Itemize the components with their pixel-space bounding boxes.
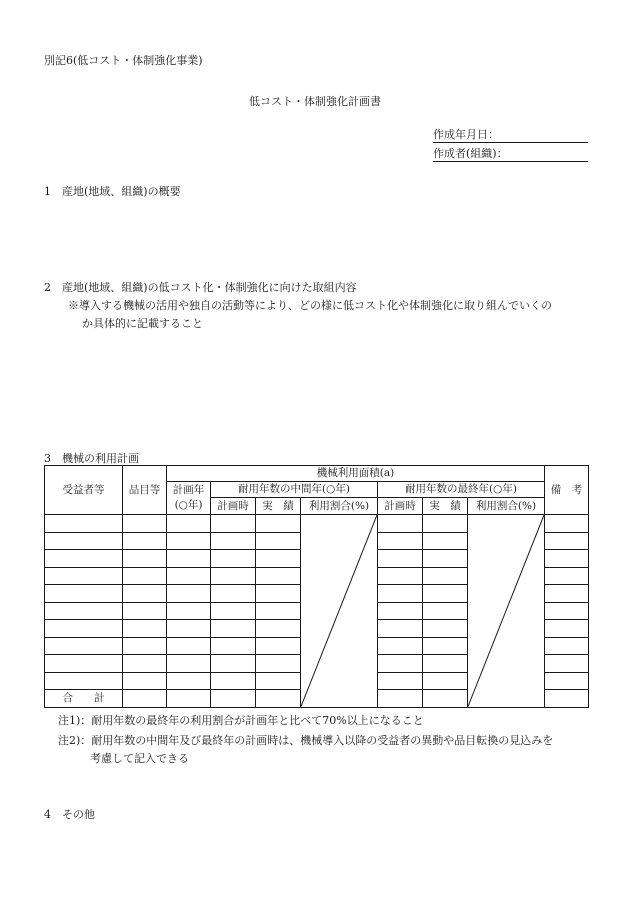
table-cell[interactable] <box>423 637 468 655</box>
header-remarks: 備 考 <box>545 466 589 515</box>
table-cell[interactable] <box>423 515 468 533</box>
section-3-heading: 3 機械の利用計画 <box>44 452 139 465</box>
table-cell[interactable] <box>423 567 468 585</box>
table-cell[interactable] <box>123 637 167 655</box>
header-beneficiary: 受益者等 <box>45 466 123 515</box>
table-cell[interactable] <box>545 672 589 690</box>
table-cell[interactable] <box>211 655 256 673</box>
table-cell[interactable] <box>378 567 423 585</box>
header-usage-area: 機械利用面積(a) <box>167 466 545 482</box>
table-cell[interactable] <box>45 655 123 673</box>
table-cell[interactable] <box>423 602 468 620</box>
table-cell[interactable] <box>167 515 211 533</box>
table-cell[interactable] <box>256 515 301 533</box>
table-cell[interactable] <box>167 585 211 603</box>
table-cell[interactable] <box>211 672 256 690</box>
header-mid-year: 耐用年数の中間年(○年) <box>211 482 378 498</box>
table-cell[interactable] <box>123 515 167 533</box>
table-cell[interactable] <box>545 690 589 708</box>
table-cell[interactable] <box>211 637 256 655</box>
table-cell[interactable] <box>378 602 423 620</box>
table-cell[interactable] <box>256 532 301 550</box>
table-cell[interactable] <box>123 690 167 708</box>
table-cell[interactable] <box>45 637 123 655</box>
table-cell[interactable] <box>423 690 468 708</box>
table-cell[interactable] <box>123 602 167 620</box>
note-2-line2: 考慮して記入できる <box>90 752 189 765</box>
header-plan-year-line2: (○年) <box>174 499 203 511</box>
table-cell[interactable] <box>45 585 123 603</box>
table-cell[interactable] <box>545 637 589 655</box>
table-cell[interactable] <box>123 585 167 603</box>
table-cell[interactable] <box>256 690 301 708</box>
table-cell[interactable] <box>423 655 468 673</box>
table-cell[interactable] <box>167 690 211 708</box>
mid-ratio-diagonal-cell <box>301 515 378 708</box>
table-cell[interactable] <box>211 567 256 585</box>
section-1-heading: 1 産地(地域、組織)の概要 <box>44 185 181 198</box>
table-cell[interactable] <box>423 532 468 550</box>
header-mid-actual: 実 績 <box>256 498 301 515</box>
table-cell[interactable] <box>45 550 123 568</box>
table-cell[interactable] <box>545 585 589 603</box>
total-label: 合 計 <box>45 690 123 708</box>
table-cell[interactable] <box>378 532 423 550</box>
table-cell[interactable] <box>211 585 256 603</box>
header-plan-year-line1: 計画年 <box>172 484 205 496</box>
table-cell[interactable] <box>167 550 211 568</box>
table-cell[interactable] <box>123 672 167 690</box>
table-cell[interactable] <box>545 550 589 568</box>
table-cell[interactable] <box>45 515 123 533</box>
section-4-heading: 4 その他 <box>44 808 95 821</box>
creation-date-field[interactable]: 作成年月日： <box>433 128 588 143</box>
table-cell[interactable] <box>167 672 211 690</box>
table-cell[interactable] <box>256 602 301 620</box>
table-cell[interactable] <box>211 620 256 638</box>
author-field[interactable]: 作成者(組織)： <box>433 147 588 162</box>
note-2-line1: 注2)：耐用年数の中間年及び最終年の計画時は、機械導入以降の受益者の異動や品目転換の見込みを <box>58 734 554 747</box>
table-cell[interactable] <box>378 672 423 690</box>
table-cell[interactable] <box>167 567 211 585</box>
table-cell[interactable] <box>378 515 423 533</box>
table-cell[interactable] <box>45 567 123 585</box>
table-cell[interactable] <box>45 672 123 690</box>
section-2-note-line1: ※導入する機械の活用や独自の活動等により、どの様に低コスト化や体制強化に取り組んでいくの <box>68 299 552 312</box>
table-cell[interactable] <box>256 567 301 585</box>
table-cell[interactable] <box>545 515 589 533</box>
table-row <box>45 515 589 533</box>
table-cell[interactable] <box>167 655 211 673</box>
table-cell[interactable] <box>123 567 167 585</box>
table-cell[interactable] <box>545 620 589 638</box>
header-final-year: 耐用年数の最終年(○年) <box>378 482 545 498</box>
table-cell[interactable] <box>45 602 123 620</box>
table-cell[interactable] <box>256 550 301 568</box>
table-cell[interactable] <box>211 515 256 533</box>
final-ratio-diagonal-cell <box>468 515 545 708</box>
table-cell[interactable] <box>378 655 423 673</box>
header-final-ratio: 利用割合(%) <box>468 498 545 515</box>
header-mid-ratio: 利用割合(%) <box>301 498 378 515</box>
table-cell[interactable] <box>378 690 423 708</box>
table-cell[interactable] <box>167 637 211 655</box>
table-cell[interactable] <box>211 532 256 550</box>
table-cell[interactable] <box>211 602 256 620</box>
table-cell[interactable] <box>378 550 423 568</box>
table-cell[interactable] <box>256 637 301 655</box>
table-cell[interactable] <box>378 620 423 638</box>
note-1: 注1)：耐用年数の最終年の利用割合が計画年と比べて70%以上になること <box>58 714 424 727</box>
header-mid-plan: 計画時 <box>211 498 256 515</box>
header-plan-year <box>167 482 211 515</box>
table-cell[interactable] <box>123 550 167 568</box>
table-cell[interactable] <box>167 532 211 550</box>
table-cell[interactable] <box>167 620 211 638</box>
table-cell[interactable] <box>545 532 589 550</box>
table-cell[interactable] <box>123 532 167 550</box>
table-cell[interactable] <box>256 620 301 638</box>
document-title: 低コスト・体制強化計画書 <box>249 95 381 108</box>
table-cell[interactable] <box>167 602 211 620</box>
table-cell[interactable] <box>423 550 468 568</box>
table-cell[interactable] <box>545 655 589 673</box>
table-cell[interactable] <box>545 567 589 585</box>
header-item: 品目等 <box>123 466 167 515</box>
header-final-actual: 実 績 <box>423 498 468 515</box>
table-cell[interactable] <box>423 585 468 603</box>
table-cell[interactable] <box>211 690 256 708</box>
table-cell[interactable] <box>256 655 301 673</box>
section-2-note-line2: か具体的に記載すること <box>82 317 203 330</box>
table-cell[interactable] <box>378 585 423 603</box>
table-cell[interactable] <box>45 620 123 638</box>
table-cell[interactable] <box>45 532 123 550</box>
section-2-heading: 2 産地(地域、組織)の低コスト化・体制強化に向けた取組内容 <box>44 281 357 294</box>
machine-usage-plan-table <box>44 465 589 708</box>
table-cell[interactable] <box>423 672 468 690</box>
table-cell[interactable] <box>123 655 167 673</box>
table-cell[interactable] <box>256 672 301 690</box>
form-number-label: 別記6(低コスト・体制強化事業) <box>44 54 203 67</box>
table-cell[interactable] <box>378 637 423 655</box>
table-cell[interactable] <box>545 602 589 620</box>
table-cell[interactable] <box>123 620 167 638</box>
table-cell[interactable] <box>211 550 256 568</box>
table-cell[interactable] <box>423 620 468 638</box>
header-final-plan: 計画時 <box>378 498 423 515</box>
table-cell[interactable] <box>256 585 301 603</box>
